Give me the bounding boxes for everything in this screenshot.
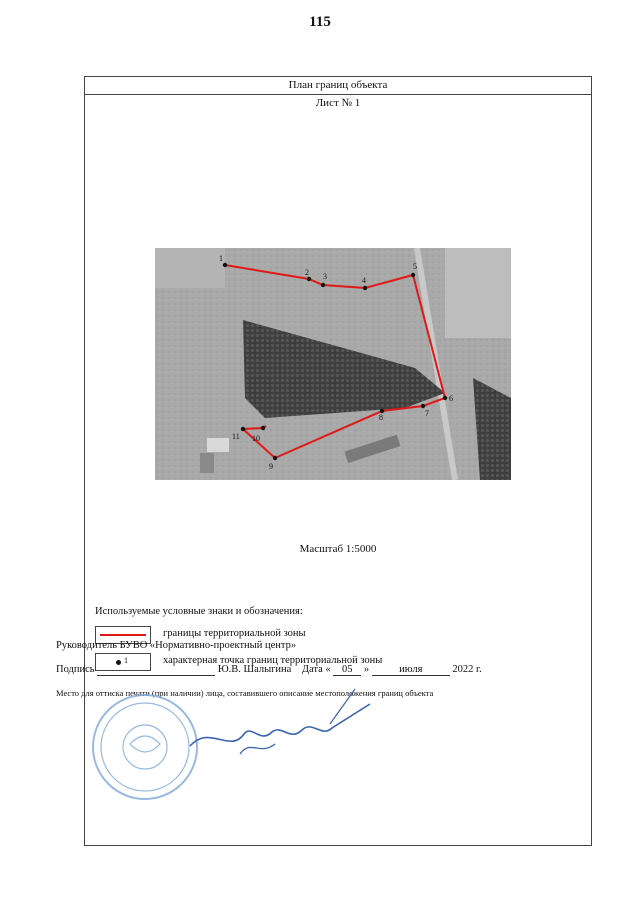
map-point-6 — [443, 396, 447, 400]
map-point-3 — [321, 283, 325, 287]
map-label-5: 5 — [413, 262, 417, 271]
date-label: Дата « — [301, 664, 331, 675]
date-month: июля — [372, 664, 450, 676]
map-label-11: 11 — [232, 432, 240, 441]
map-building-2 — [207, 438, 229, 452]
scale-label: Масштаб 1:5000 — [299, 543, 377, 555]
legend-title: Используемые условные знаки и обозначения: — [95, 606, 303, 617]
signer-name: Ю.В. Шалыгина — [217, 664, 292, 675]
head-line: Руководитель БУВО «Нормативно-проектный центр» — [56, 640, 297, 651]
plan-title: План границ объекта — [85, 77, 591, 95]
seal-note: Место для оттиска печати (при наличии) лица, составившего описание местоположения границ объекта — [56, 688, 434, 698]
map-label-6: 6 — [449, 394, 453, 403]
red-line-icon — [100, 634, 146, 636]
map-point-1 — [223, 263, 227, 267]
map-field-right — [445, 248, 511, 338]
map-point-9 — [273, 456, 277, 460]
map-field-top-left — [155, 248, 225, 288]
map-label-10: 10 — [252, 434, 260, 443]
sign-line — [56, 664, 482, 676]
map-label-7: 7 — [425, 409, 429, 418]
legend-text-point: характерная точка границ территориальной зоны — [163, 655, 383, 666]
sheet-number: Лист № 1 — [315, 97, 361, 109]
map-label-8: 8 — [379, 413, 383, 422]
map-label-9: 9 — [269, 462, 273, 471]
map-label-4: 4 — [362, 276, 366, 285]
date-day: 05 — [333, 664, 361, 676]
map-point-4 — [363, 286, 367, 290]
map-label-1: 1 — [219, 254, 223, 263]
map-building-3 — [200, 453, 214, 473]
map-point-10 — [261, 426, 265, 430]
handwritten-signature-icon — [180, 684, 380, 764]
date-day-close: » — [363, 664, 370, 675]
map-point-2 — [307, 277, 311, 281]
map-label-2: 2 — [305, 268, 309, 277]
map-point-7 — [421, 404, 425, 408]
map-point-11 — [241, 427, 245, 431]
legend-text-boundary: границы территориальной зоны — [163, 628, 306, 639]
signature-field — [97, 664, 215, 676]
map-point-5 — [411, 273, 415, 277]
date-year: 2022 г. — [452, 664, 482, 675]
page-number: 115 — [309, 14, 331, 30]
map-label-3: 3 — [323, 272, 327, 281]
sign-label: Подпись — [56, 664, 95, 675]
legend-point-label: 1 — [124, 656, 128, 665]
aerial-map — [155, 248, 511, 480]
